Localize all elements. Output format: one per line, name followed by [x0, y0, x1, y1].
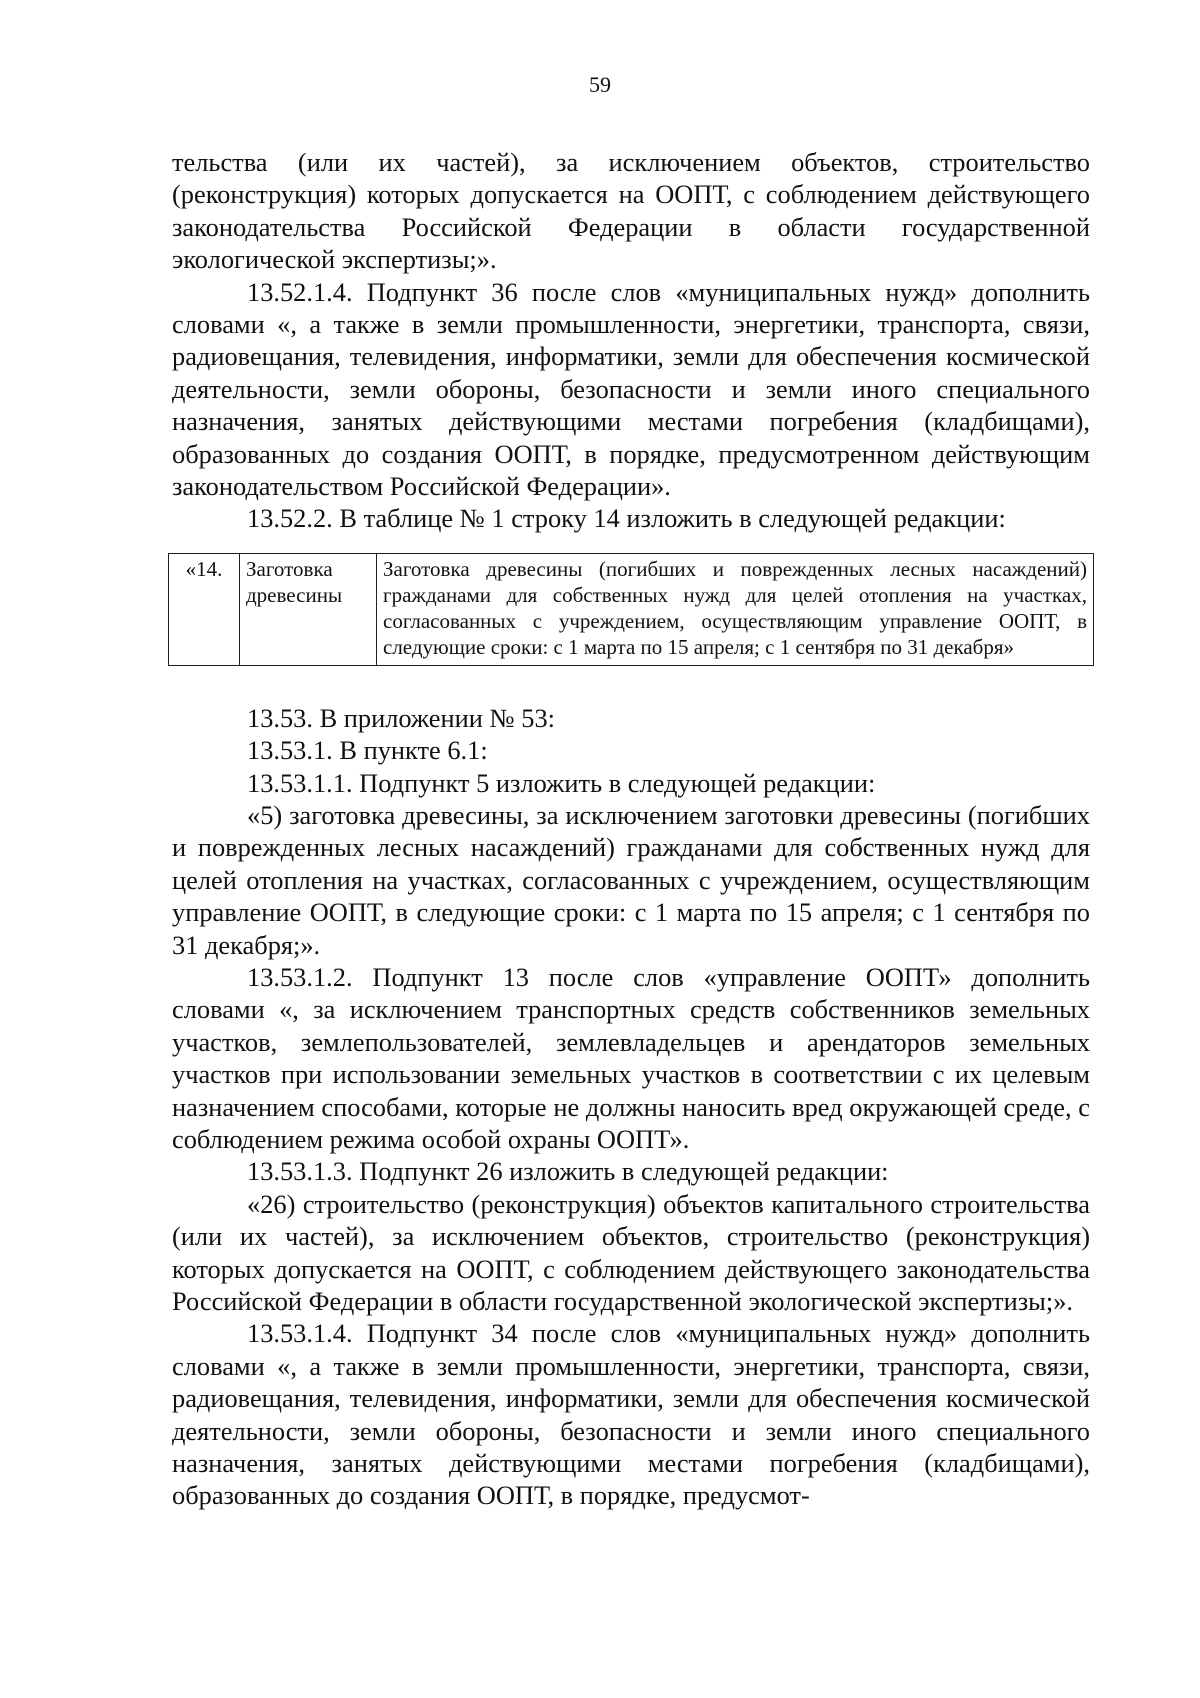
- paragraph-13-52-2: 13.52.2. В таблице № 1 строку 14 изложить в следующей редакции:: [247, 503, 1006, 534]
- paragraph-13-53-1-4: 13.53.1.4. Подпункт 34 после слов «муниципальных нужд» дополнить словами «, а также в земли промышленности, энергетики, транспорта, связи, радиовещания, телевидения, информатики, земли для обеспечения космической деятельности, земли обороны, безопасности и земли иного специального назначения, занятых действующими местами погребения (кладбищами), образованных до создания ООПТ, в порядке, предусмот-: [172, 1318, 1090, 1511]
- page-number: 59: [589, 72, 611, 97]
- paragraph-subitem-26: «26) строительство (реконструкция) объектов капитального строительства (или их частей), за исключением объектов, строительство (реконструкция) которых допускается на ООПТ, с соблюдением действующего законодательства Российской Федерации в области государственной экологической экспертизы;».: [172, 1188, 1090, 1316]
- paragraph-13-53: 13.53. В приложении № 53:: [247, 702, 555, 733]
- paragraph-13-53-1-1: 13.53.1.1. Подпункт 5 изложить в следующей редакции:: [247, 767, 876, 798]
- paragraph-continuation: тельства (или их частей), за исключением объектов, строительство (реконструкция) которых допускается на ООПТ, с соблюдением действующего законодательства Российской Федерации в области государственной экологической экспертизы;».: [172, 147, 1090, 275]
- document-body: [172, 146, 1090, 1512]
- paragraph-subitem-5: «5) заготовка древесины, за исключением заготовки древесины (погибших и поврежденных лесных насаждений) гражданами для собственных нужд для целей отопления на участках, согласованных с учреждением, осуществляющим управление ООПТ, в следующие сроки: с 1 марта по 15 апреля; с 1 сентября по 31 декабря;».: [172, 799, 1090, 960]
- paragraph-13-53-1-2: 13.53.1.2. Подпункт 13 после слов «управление ООПТ» дополнить словами «, за исключением транспортных средств собственников земельных участков, землепользователей, землевладельцев и арендаторов земельных участков при использовании земельных участков в соответствии с их целевым назначением способами, которые не должны наносить вред окружающей среде, с соблюдением режима особой охраны ООПТ».: [172, 961, 1090, 1154]
- amendment-table: [168, 553, 1094, 666]
- paragraph-13-52-1-4: 13.52.1.4. Подпункт 36 после слов «муниципальных нужд» дополнить словами «, а также в земли промышленности, энергетики, транспорта, связи, радиовещания, телевидения, информатики, земли для обеспечения космической деятельности, земли обороны, безопасности и земли иного специального назначения, занятых действующими местами погребения (кладбищами), образованных до создания ООПТ, в порядке, предусмотренном действующим законодательством Российской Федерации».: [172, 276, 1090, 502]
- table-row: [169, 553, 1094, 665]
- paragraph-13-53-1-3: 13.53.1.3. Подпункт 26 изложить в следующей редакции:: [247, 1156, 889, 1187]
- row-description-cell: Заготовка древесины (погибших и поврежденных лесных насаждений) гражданами для собственных нужд для целей отопления на участках, согласованных с учреждением, осуществляющим управление ООПТ, в следующие сроки: с 1 марта по 15 апреля; с 1 сентября по 31 декабря»: [377, 553, 1094, 665]
- row-number-cell: «14.: [169, 553, 240, 665]
- paragraph-13-53-1: 13.53.1. В пункте 6.1:: [247, 735, 488, 766]
- row-name-cell: Заготовка древесины: [240, 553, 377, 665]
